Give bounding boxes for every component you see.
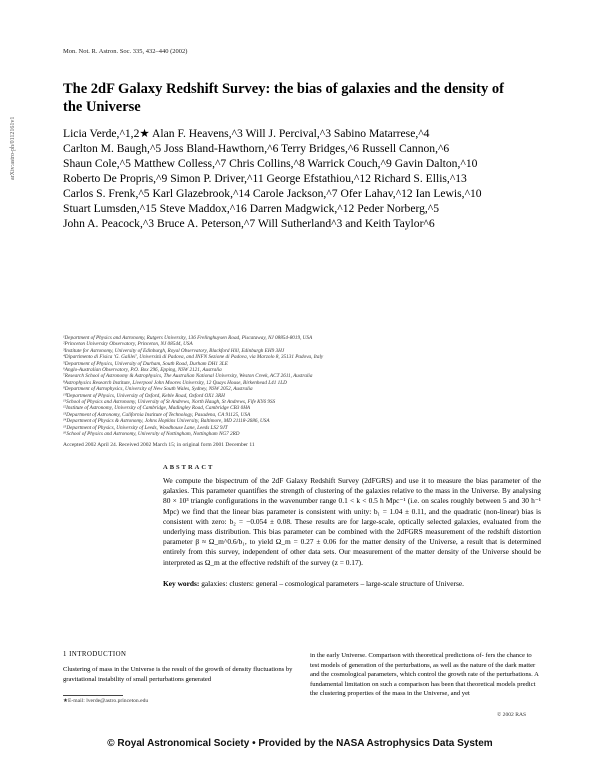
affiliation: ¹Department of Physics and Astronomy, Rutgers University, 136 Frelinghuysen Road, Piscataway, NJ 08854-8019, USA	[63, 335, 313, 341]
author-line: Roberto De Propris,^9 Simon P. Driver,^11 George Efstathiou,^12 Richard S. Ellis,^13	[63, 172, 467, 185]
author-line: Carlton M. Baugh,^5 Joss Bland-Hawthorn,^6 Terry Bridges,^6 Russell Cannon,^6	[63, 142, 450, 155]
affiliation: ¹⁴Department of Physics & Astronomy, Johns Hopkins University, Baltimore, MD 21118-2686, USA	[63, 418, 270, 425]
keywords-text: galaxies: clusters: general – cosmological parameters – large-scale structure of Universe.	[201, 579, 464, 588]
intro-left-column: Clustering of mass in the Universe is the result of the growth of density fluctuations by gravitational instability of small perturbations generated	[63, 666, 293, 683]
footnote-email: ★E-mail: lverde@astro.princeton.edu	[63, 698, 149, 704]
abstract-text: We compute the bispectrum of the 2dF Galaxy Redshift Survey (2dFGRS) and use it to measure the bias parameter of the galaxies. This parameter quantifies the strength of clustering of the galaxies relative to the mass in the Universe. By analysing 80 × 10³ triangle configurations in the wavenumber range 0.1 < k < 0.5 h Mpc⁻¹ (i.e. on scales roughly between 5 and 30 h⁻¹ Mpc) we find that the linear bias parameter is consistent with unity: b₁ = 1.04 ± 0.11, and the quadratic (non-linear) bias is consistent with zero: b₂ = −0.054 ± 0.08. These results are for large-scale, optically selected galaxies, evaluated from the underlying mass distribution. This bias parameter can be combined with the 2dFGRS measurement of the redshift distortion parameter β ≈ Ω_m^0.6/b₁, to yield Ω_m = 0.27 ± 0.06 for the matter density of the Universe, a result that is determined entirely from this survey, independent of other data sets. Our measurement of the matter density of the Universe should be interpreted as Ω_m at the effective redshift of the survey (z = 0.17).	[163, 476, 541, 567]
paper-title: The 2dF Galaxy Redshift Survey: the bias of galaxies and the density of the Universe	[63, 81, 504, 115]
affiliation: ²Princeton University Observatory, Princeton, NJ 08544, USA	[63, 341, 193, 348]
ads-footer: © Royal Astronomical Society • Provided by the NASA Astrophysics Data System	[107, 738, 493, 749]
section-heading-introduction: 1 INTRODUCTION	[63, 651, 127, 658]
footnote-divider	[63, 695, 123, 696]
author-line: Carlos S. Frenk,^5 Karl Glazebrook,^14 Carole Jackson,^7 Ofer Lahav,^12 Ian Lewis,^10	[63, 187, 482, 200]
affiliation: ⁸Astrophysics Research Institute, Liverpool John Moores University, 12 Quays House, Birkenhead L41 1LD	[63, 379, 287, 386]
keywords-label: Key words:	[163, 579, 200, 588]
author-line: Stuart Lumsden,^15 Steve Maddox,^16 Darren Madgwick,^12 Peder Norberg,^5	[63, 202, 440, 215]
affiliation: ⁹Department of Astrophysics, University of New South Wales, Sydney, NSW 2052, Australia	[63, 386, 253, 393]
received-accepted-dates: Accepted 2002 April 24. Received 2002 March 15; in original form 2001 December 11	[63, 442, 255, 448]
journal-reference: Mon. Not. R. Astron. Soc. 335, 432–440 (2002)	[63, 48, 188, 55]
arxiv-stamp: arXiv:astro-ph/0112161v1	[10, 116, 16, 180]
affiliation: ¹³Department of Astronomy, California Institute of Technology, Pasadena, CA 91125, USA	[63, 411, 251, 418]
intro-right-column: in the early Universe. Comparison with theoretical predictions of- fers the chance to test models of generation of the perturbations, as well as the nature of the dark matter and the cosmological parameters, which control the growth rate of the perturbations. A fundamental limitation on such a comparison has been that theoretical models predict the clustering properties of the mass in the Universe, and yet	[310, 652, 539, 697]
author-line: Shaun Cole,^5 Matthew Colless,^7 Chris Collins,^8 Warrick Couch,^9 Gavin Dalton,^10	[63, 157, 478, 170]
author-line: John A. Peacock,^3 Bruce A. Peterson,^7 Will Sutherland^3 and Keith Taylor^6	[63, 217, 435, 230]
affiliation: ¹⁵Department of Physics, University of Leeds, Woodhouse Lane, Leeds LS2 9JT	[63, 424, 228, 431]
author-list	[63, 126, 538, 231]
affiliation: ¹⁶School of Physics and Astronomy, University of Nottingham, Nottingham NG7 2RD	[63, 431, 240, 438]
affiliation: ³Institute for Astronomy, University of Edinburgh, Royal Observatory, Blackford Hill, Edinburgh EH9 3HJ	[63, 347, 285, 354]
affiliation: ¹¹School of Physics and Astronomy, University of St Andrews, North Haugh, St Andrews, Fife KY6 9SS	[63, 399, 276, 406]
affiliation: ¹²Institute of Astronomy, University of Cambridge, Madingley Road, Cambridge CB3 0HA	[63, 405, 251, 412]
affiliation: ⁴Dipartimento di Fisica 'G. Galilei', Università di Padova, and INFN Sezione di Padova, via Marzolo 8, 35131 Padova, Italy	[63, 354, 324, 361]
affiliation: ⁷Research School of Astronomy & Astrophysics, The Australian National University, Weston Creek, ACT 2611, Australia	[63, 373, 313, 380]
abstract-heading: ABSTRACT	[163, 464, 215, 471]
affiliation: ⁵Department of Physics, University of Durham, South Road, Durham DH1 3LE	[63, 360, 228, 367]
affiliation: ¹⁰Department of Physics, University of Oxford, Keble Road, Oxford OX1 3RH	[63, 392, 225, 399]
author-line: Licia Verde,^1,2★ Alan F. Heavens,^3 Will J. Percival,^3 Sabino Matarrese,^4	[63, 127, 430, 140]
affiliation-list	[63, 335, 543, 438]
keywords	[163, 579, 541, 589]
copyright-notice: © 2002 RAS	[497, 712, 527, 718]
affiliation: ⁶Anglo-Australian Observatory, P.O. Box 296, Epping, NSW 2121, Australia	[63, 367, 222, 374]
